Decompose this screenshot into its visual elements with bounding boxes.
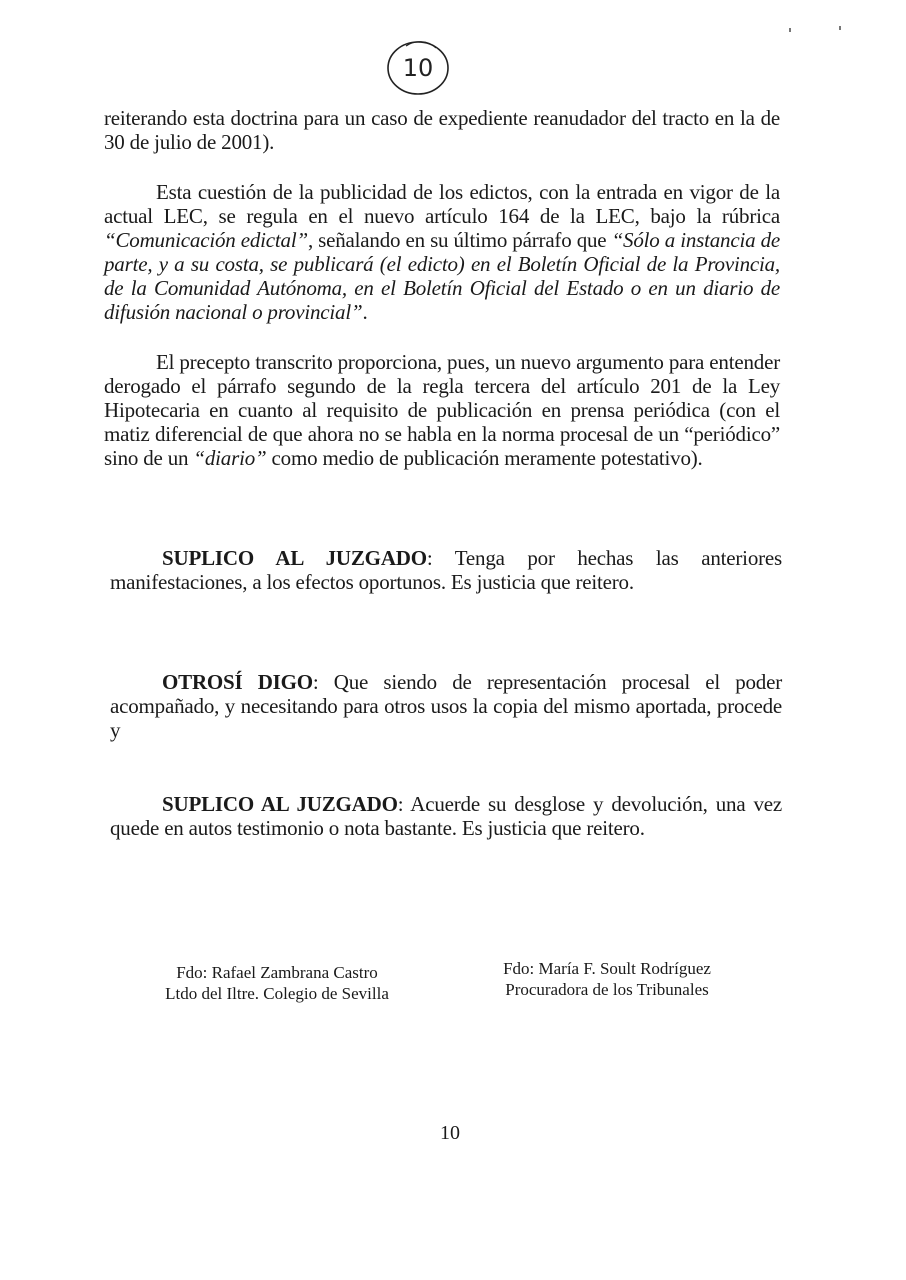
paragraph-continuation	[104, 106, 780, 154]
paragraph-suplico-2	[110, 792, 782, 840]
paragraph-precept	[104, 350, 780, 470]
signature-procuradora	[478, 958, 736, 1000]
scan-mark	[839, 26, 841, 30]
paragraph-3-part1: El precepto transcrito proporciona, pues, un nuevo argumento para entender derogado el párrafo segundo de la regla tercera del artículo 201 de la Ley Hipotecaria en cuanto al requisito de publicación en prensa periódica (con el matiz diferencial de que ahora no se habla en la norma procesal de un “periódico” sino de un	[104, 350, 780, 470]
signature-lawyer-name: Fdo: Rafael Zambrana Castro	[176, 963, 378, 982]
paragraph-suplico-1	[110, 546, 782, 594]
paragraph-3-italic: “diario”	[193, 446, 267, 470]
paragraph-2-part3: .	[362, 300, 368, 324]
paragraph-1-text: reiterando esta doctrina para un caso de expediente reanudador del tracto en la de 30 de julio de 2001).	[104, 106, 780, 154]
paragraph-otrosi	[110, 670, 782, 742]
suplico-text-1: : Tenga por hechas las anteriores manifestaciones, a los efectos oportunos. Es justicia que reitero.	[110, 546, 783, 594]
stamp-number: 10	[402, 54, 434, 82]
paragraph-2-part1: Esta cuestión de la publicidad de los edictos, con la entrada en vigor de la actual LEC, se regula en el nuevo artículo 164 de la LEC, bajo la rúbrica	[104, 180, 780, 228]
paragraph-edicts	[104, 180, 780, 324]
paragraph-2-italic2: “Sólo a instancia de parte, y a su costa, se publicará (el edicto) en el Boletín Oficial de la Provincia, de la Comunidad Autónoma, en el Boletín Oficial del Estado o en un diario de difusión nacional o provincial”	[104, 228, 780, 324]
signature-procuradora-name: Fdo: María F. Soult Rodríguez	[503, 959, 711, 978]
signature-lawyer-title: Ltdo del Iltre. Colegio de Sevilla	[165, 984, 389, 1003]
suplico-heading-2: SUPLICO AL JUZGADO	[162, 792, 398, 816]
paragraph-2-part2: , señalando en su último párrafo que	[307, 228, 612, 252]
paragraph-2-italic1: “Comunicación edictal”	[104, 228, 308, 252]
signature-lawyer	[152, 962, 402, 1004]
suplico-text-2: : Acuerde su desglose y devolución, una vez quede en autos testimonio o nota bastante. Es justicia que reitero.	[110, 792, 783, 840]
page-number: 10	[440, 1122, 460, 1144]
otrosi-text: : Que siendo de representación procesal el poder acompañado, y necesitando para otros usos la copia del mismo aportada, procede y	[110, 670, 783, 742]
handwritten-page-number-stamp	[384, 36, 452, 98]
scan-mark	[789, 28, 791, 32]
signature-procuradora-title: Procuradora de los Tribunales	[505, 980, 709, 999]
otrosi-heading: OTROSÍ DIGO	[162, 670, 313, 694]
suplico-heading-1: SUPLICO AL JUZGADO	[162, 546, 427, 570]
paragraph-3-part2: como medio de publicación meramente potestativo).	[266, 446, 703, 470]
